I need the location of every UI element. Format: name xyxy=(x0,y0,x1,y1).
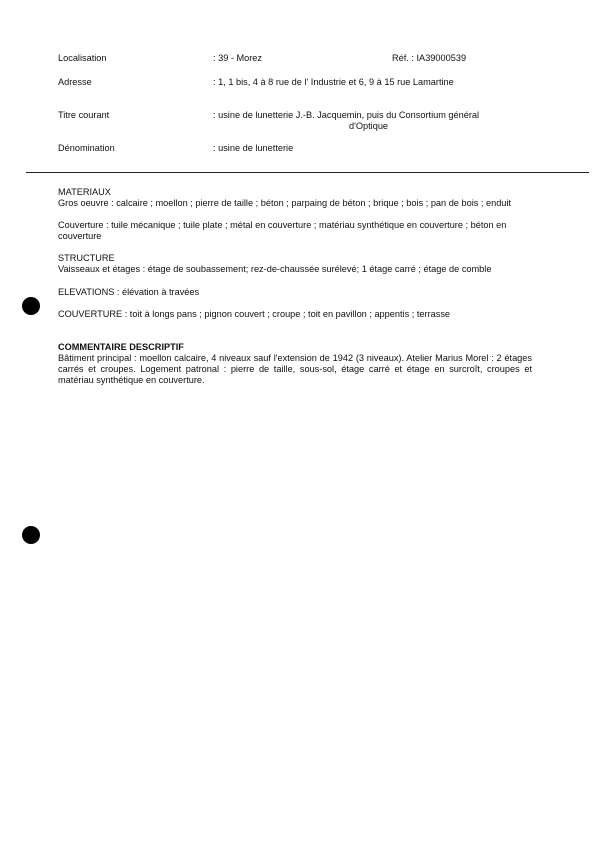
adresse-label: Adresse xyxy=(58,77,92,87)
reference-number: Réf. : IA39000539 xyxy=(392,53,467,63)
structure-text: Vaisseaux et étages : étage de soubassement; rez-de-chaussée surélevé; 1 étage carré ; étage de comble xyxy=(58,264,492,274)
titre-courant-label: Titre courant xyxy=(58,110,110,120)
localisation-value: : 39 - Morez xyxy=(213,53,263,63)
elevations-text: ELEVATIONS : élévation à travées xyxy=(58,287,200,297)
titre-courant-value-line2: d'Optique xyxy=(349,121,389,131)
commentaire-heading: COMMENTAIRE DESCRIPTIF xyxy=(58,342,184,352)
materiaux-heading: MATERIAUX xyxy=(58,187,111,197)
materiaux-couverture: Couverture : tuile mécanique ; tuile plate ; métal en couverture ; matériau synthétique en couverture ; béton en couverture xyxy=(58,220,507,241)
denomination-label: Dénomination xyxy=(58,143,115,153)
section-divider xyxy=(26,172,589,173)
adresse-value: : 1, 1 bis, 4 à 8 rue de l' Industrie et 6, 9 à 15 rue Lamartine xyxy=(213,77,454,87)
binder-hole xyxy=(22,526,40,544)
structure-heading: STRUCTURE xyxy=(58,253,115,263)
titre-courant-value-line1: : usine de lunetterie J.-B. Jacquemin, puis du Consortium général xyxy=(213,110,480,120)
binder-hole xyxy=(22,297,40,315)
materiaux-gros-oeuvre: Gros oeuvre : calcaire ; moellon ; pierre de taille ; béton ; parpaing de béton ; brique ; bois ; pan de bois ; enduit xyxy=(58,198,512,208)
couverture-text: COUVERTURE : toit à longs pans ; pignon couvert ; croupe ; toit en pavillon ; appentis ; terrasse xyxy=(58,309,451,319)
denomination-value: : usine de lunetterie xyxy=(213,143,294,153)
commentaire-text: Bâtiment principal : moellon calcaire, 4 niveaux sauf l'extension de 1942 (3 niveaux). Atelier Marius Morel : 2 étages carrés et croupes. Logement patronal : pierre de taille, sous-sol, étage carré et étage en surcroît, croupes et matériau synthétique en couverture. xyxy=(58,353,532,385)
localisation-label: Localisation xyxy=(58,53,107,63)
